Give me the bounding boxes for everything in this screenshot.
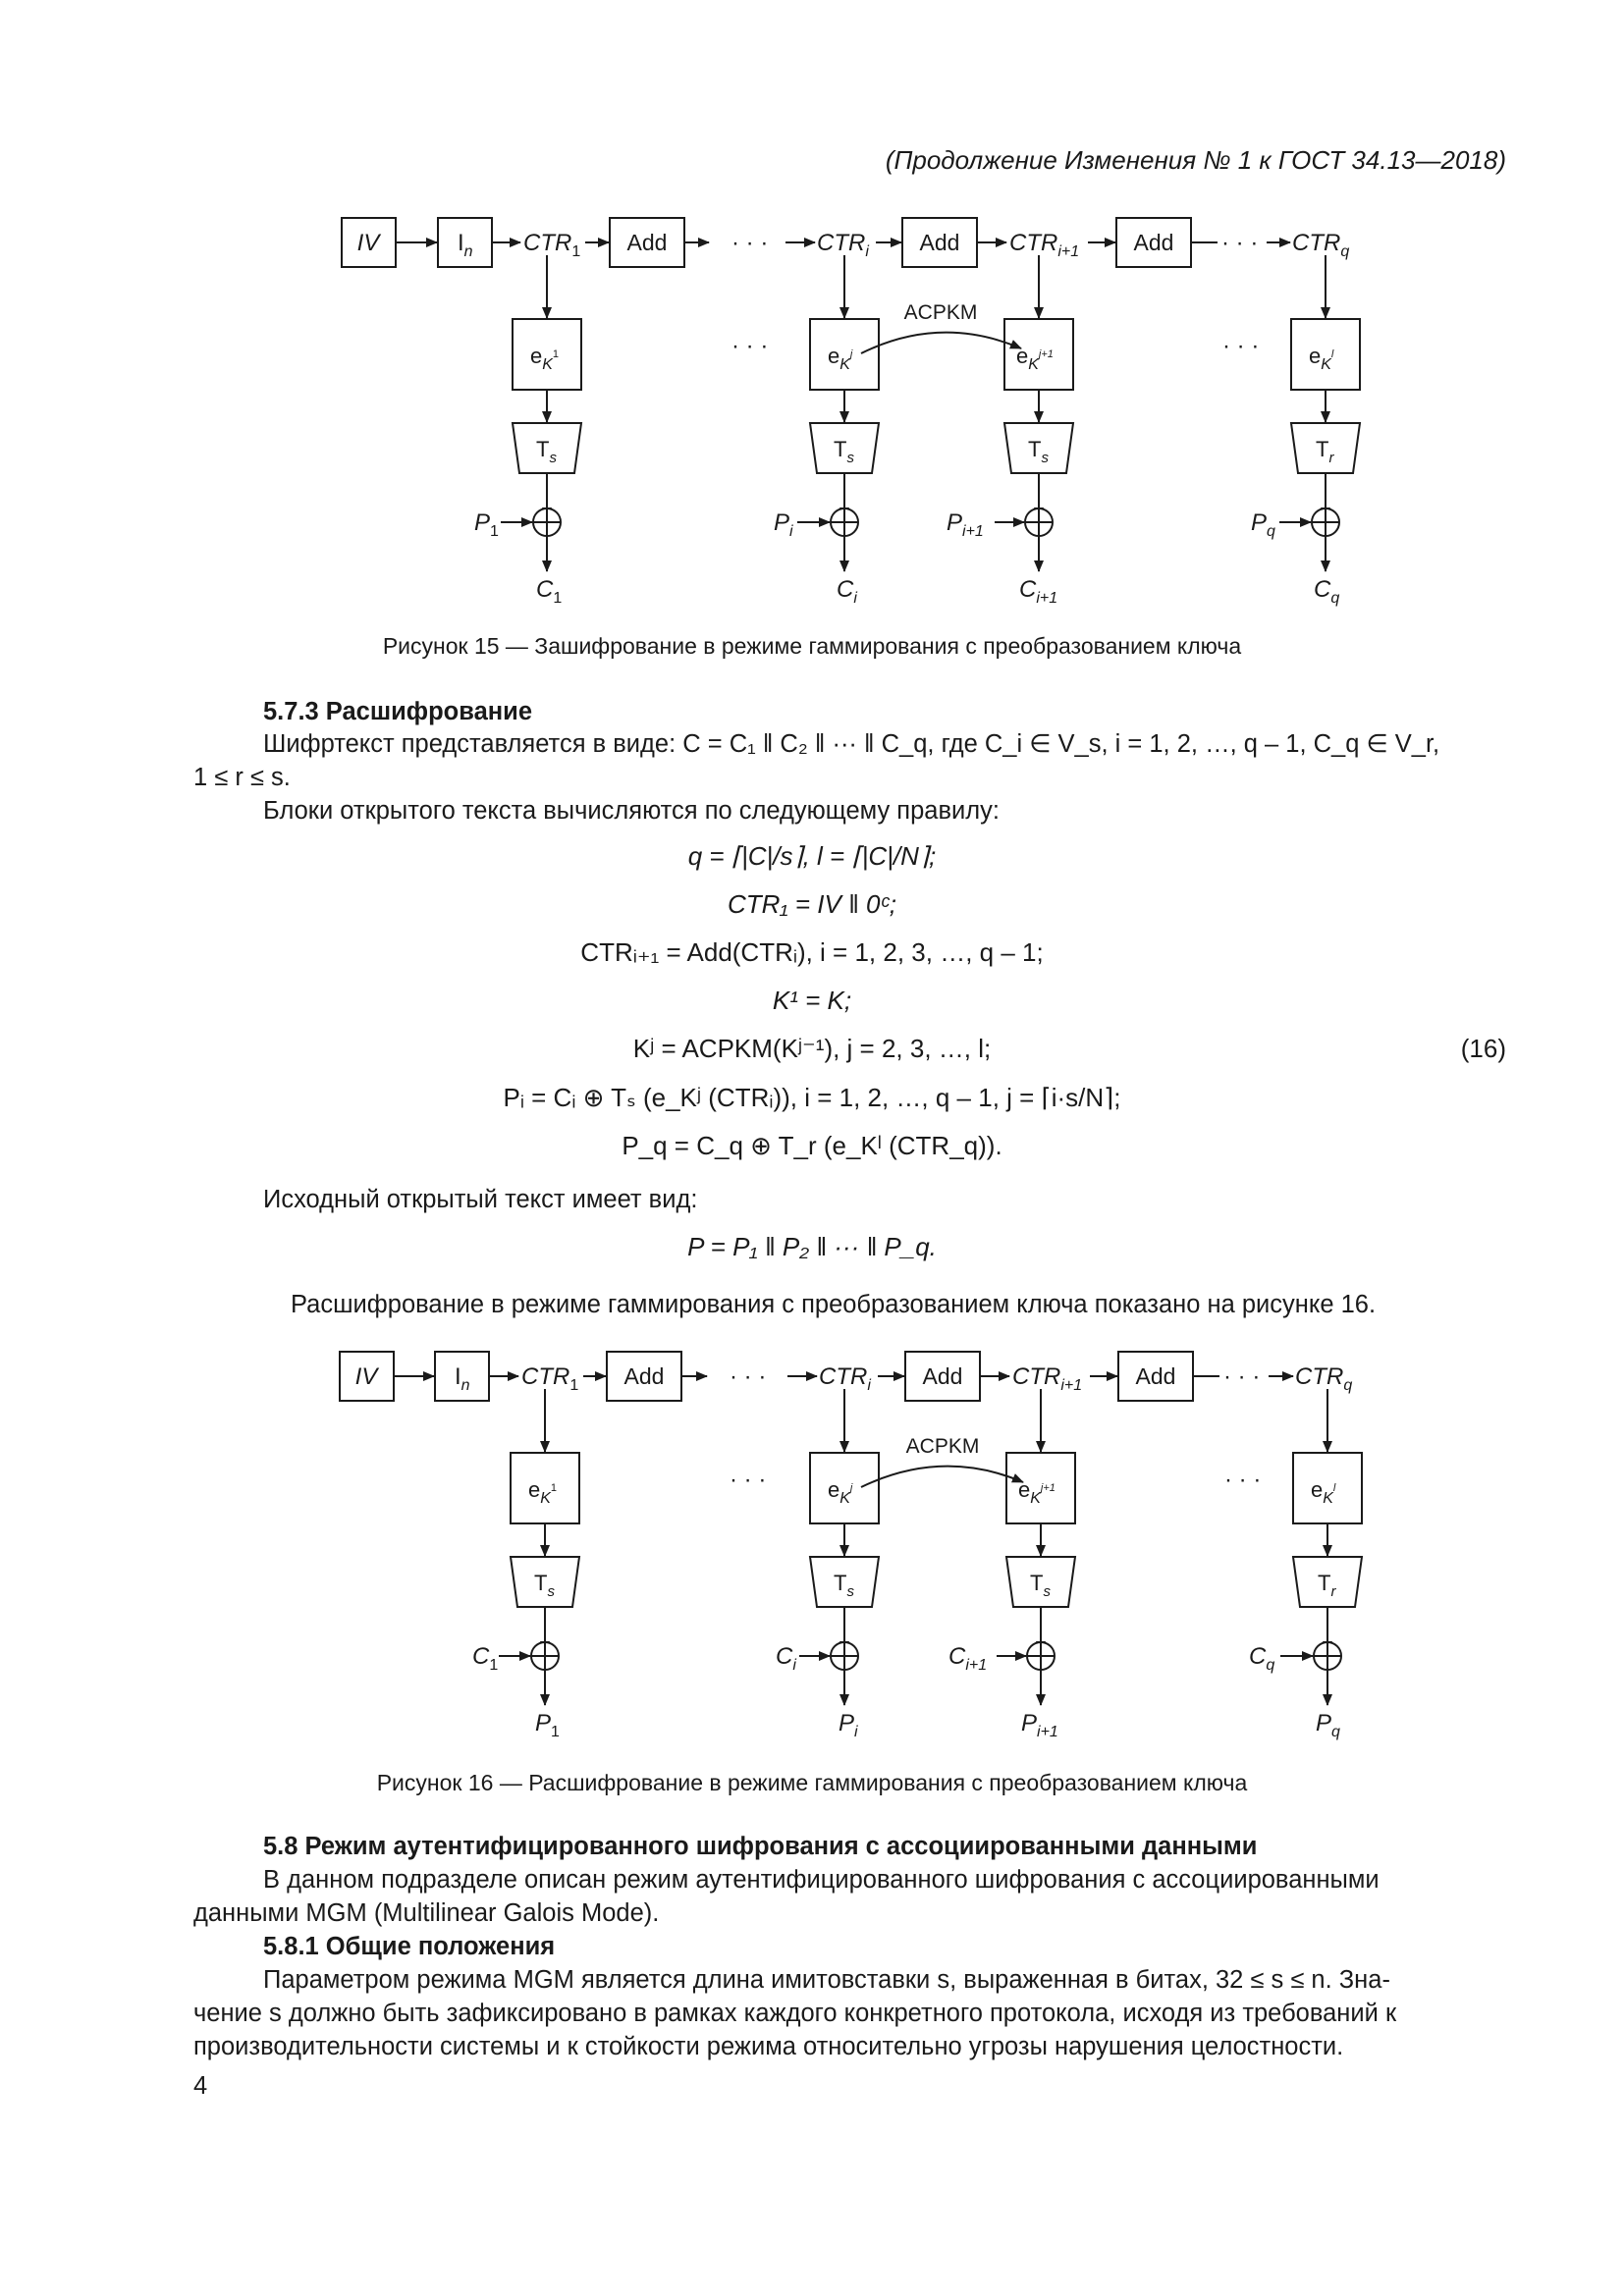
- ctri-label: $CTR_i$: [817, 230, 869, 260]
- input-label-4: $C_q$: [1249, 1643, 1275, 1674]
- ctri1-label: $CTR_{i+1}$: [1012, 1363, 1083, 1394]
- in-label: $I_n$: [455, 1363, 470, 1394]
- output-label-3: $C_{i+1}$: [1019, 576, 1058, 607]
- output-label-3: $P_{i+1}$: [1021, 1710, 1058, 1740]
- section-58-line2: данными MGM (Multilinear Galois Mode).: [193, 1899, 660, 1927]
- equation-number: (16): [1460, 1034, 1506, 1063]
- dots-top-2: · · ·: [1221, 230, 1259, 256]
- equation-pi: Pᵢ = Cᵢ ⊕ Tₛ (e_Kʲ (CTRᵢ)), i = 1, 2, …, q – 1, j = ⌈i·s/N⌉;: [503, 1083, 1121, 1112]
- iv-label: IV: [356, 230, 380, 256]
- t-label-1: $T_s$: [534, 1571, 555, 1600]
- equation-q-l: q = ⌈|C|/s⌉, l = ⌈|C|/N⌉;: [687, 841, 937, 871]
- section-573-line1: Шифртекст представляется в виде: C = C₁ ‖ C₂ ‖ ··· ‖ C_q, где C_i ∈ V_s, i = 1, 2, …, q – 1, C_q ∈ V_r,: [263, 730, 1440, 758]
- e-label-2: $e_K^j$: [828, 344, 853, 373]
- dots-top-2: · · ·: [1223, 1363, 1261, 1390]
- xor-3: [1025, 508, 1053, 536]
- output-label-2: $P_i$: [839, 1710, 858, 1740]
- input-label-1: $C_1$: [472, 1643, 499, 1674]
- xor-4: [1312, 508, 1339, 536]
- dots-mid-1: · · ·: [731, 333, 769, 359]
- e-label-2: $e_K^j$: [828, 1477, 853, 1507]
- add-label-3: Add: [1135, 1363, 1176, 1389]
- section-58-line1: В данном подразделе описан режим аутентифицированного шифрования с ассоциированными: [263, 1866, 1380, 1894]
- dots-mid-2: · · ·: [1224, 1467, 1262, 1493]
- running-header: (Продолжение Изменения № 1 к ГОСТ 34.13—2018): [885, 145, 1506, 175]
- ctr1-label: $CTR_1$: [523, 230, 581, 260]
- add-label-1: Add: [623, 1363, 665, 1389]
- t-label-2: $T_s$: [834, 1571, 854, 1600]
- equation-ctr-next: CTRᵢ₊₁ = Add(CTRᵢ), i = 1, 2, 3, …, q – 1;: [580, 937, 1044, 967]
- equation-ctr1: CTR₁ = IV ‖ 0ᶜ;: [728, 889, 896, 919]
- xor-1: [531, 1642, 559, 1670]
- section-573-line5: Расшифрование в режиме гаммирования с преобразованием ключа показано на рисунке 16.: [291, 1291, 1377, 1318]
- e-label-1: $e_K^1$: [528, 1477, 558, 1507]
- output-label-1: $C_1$: [536, 576, 563, 607]
- acpkm-label: ACPKM: [903, 301, 978, 324]
- output-label-4: $P_q$: [1316, 1710, 1340, 1740]
- section-581-line3: производительности системы и к стойкости режима относительно угрозы нарушения целостности.: [193, 2033, 1344, 2060]
- input-label-3: $P_{i+1}$: [947, 509, 984, 540]
- e-label-3: $e_K^{j+1}$: [1018, 1477, 1056, 1507]
- output-label-2: $C_i$: [837, 576, 857, 607]
- e-box-2: [810, 319, 879, 390]
- input-label-1: $P_1$: [474, 509, 499, 540]
- section-581-line1: Параметром режима MGM является длина имитовставки s, выраженная в битах, 32 ≤ s ≤ n. Зна-: [263, 1966, 1390, 1994]
- e-label-1: $e_K^1$: [530, 344, 560, 373]
- e-label-4: $e_K^l$: [1311, 1477, 1336, 1507]
- xor-3: [1027, 1642, 1055, 1670]
- equation-kj: Kʲ = ACPKM(Kʲ⁻¹), j = 2, 3, …, l;: [632, 1034, 992, 1063]
- section-573-heading: 5.7.3 Расшифрование: [263, 698, 533, 725]
- xor-2: [831, 1642, 858, 1670]
- figure-16-diagram: [0, 1340, 1624, 1752]
- xor-4: [1314, 1642, 1341, 1670]
- ctrq-label: $CTR_q$: [1295, 1363, 1353, 1394]
- input-label-3: $C_{i+1}$: [948, 1643, 988, 1674]
- xor-2: [831, 508, 858, 536]
- e-box-1: [513, 319, 581, 390]
- figure-15-diagram: [0, 206, 1624, 618]
- ctri1-label: $CTR_{i+1}$: [1009, 230, 1080, 260]
- section-573-line2: 1 ≤ r ≤ s.: [193, 764, 291, 791]
- input-label-2: $C_i$: [776, 1643, 796, 1674]
- e-box-2: [810, 1453, 879, 1523]
- t-label-2: $T_s$: [834, 437, 854, 466]
- t-label-4: $T_r$: [1318, 1571, 1336, 1600]
- section-58-heading: 5.8 Режим аутентифицированного шифрования с ассоциированными данными: [263, 1833, 1258, 1860]
- dots-top-1: · · ·: [731, 230, 769, 256]
- input-label-4: $P_q$: [1251, 509, 1275, 540]
- ctr1-label: $CTR_1$: [521, 1363, 579, 1394]
- dots-mid-1: · · ·: [730, 1467, 767, 1493]
- acpkm-label: ACPKM: [905, 1435, 980, 1458]
- equation-p: P = P₁ ‖ P₂ ‖ ··· ‖ P_q.: [687, 1232, 937, 1261]
- add-label-2: Add: [919, 230, 960, 255]
- xor-1: [533, 508, 561, 536]
- figure-16-caption: Рисунок 16 — Расшифрование в режиме гаммирования с преобразованием ключа: [376, 1770, 1248, 1795]
- e-box-4: [1291, 319, 1360, 390]
- equation-pq: P_q = C_q ⊕ T_r (e_Kˡ (CTR_q)).: [622, 1131, 1002, 1160]
- section-581-line2: чение s должно быть зафиксировано в рамках каждого конкретного протокола, исходя из требований к: [193, 2000, 1397, 2027]
- in-label: $I_n$: [458, 230, 473, 260]
- iv-label: IV: [354, 1363, 378, 1390]
- t-label-4: $T_r$: [1316, 437, 1334, 466]
- t-label-3: $T_s$: [1030, 1571, 1051, 1600]
- t-label-1: $T_s$: [536, 437, 557, 466]
- dots-top-1: · · ·: [730, 1363, 767, 1390]
- section-573-line3: Блоки открытого текста вычисляются по следующему правилу:: [263, 797, 1000, 825]
- e-box-4: [1293, 1453, 1362, 1523]
- e-box-1: [511, 1453, 579, 1523]
- input-label-2: $P_i$: [774, 509, 793, 540]
- e-label-3: $e_K^{j+1}$: [1016, 344, 1054, 373]
- add-label-2: Add: [922, 1363, 963, 1389]
- ctri-label: $CTR_i$: [819, 1363, 871, 1394]
- add-label-1: Add: [626, 230, 668, 255]
- section-581-heading: 5.8.1 Общие положения: [263, 1933, 556, 1960]
- add-label-3: Add: [1133, 230, 1174, 255]
- figure-15-caption: Рисунок 15 — Зашифрование в режиме гаммирования с преобразованием ключа: [382, 633, 1242, 659]
- dots-mid-2: · · ·: [1222, 333, 1260, 359]
- e-label-4: $e_K^l$: [1309, 344, 1334, 373]
- output-label-4: $C_q$: [1314, 576, 1340, 607]
- section-573-line4: Исходный открытый текст имеет вид:: [263, 1186, 698, 1213]
- equation-k1: K¹ = K;: [772, 986, 852, 1015]
- output-label-1: $P_1$: [535, 1710, 560, 1740]
- ctrq-label: $CTR_q$: [1292, 230, 1350, 260]
- page-number: 4: [193, 2072, 208, 2100]
- t-label-3: $T_s$: [1028, 437, 1049, 466]
